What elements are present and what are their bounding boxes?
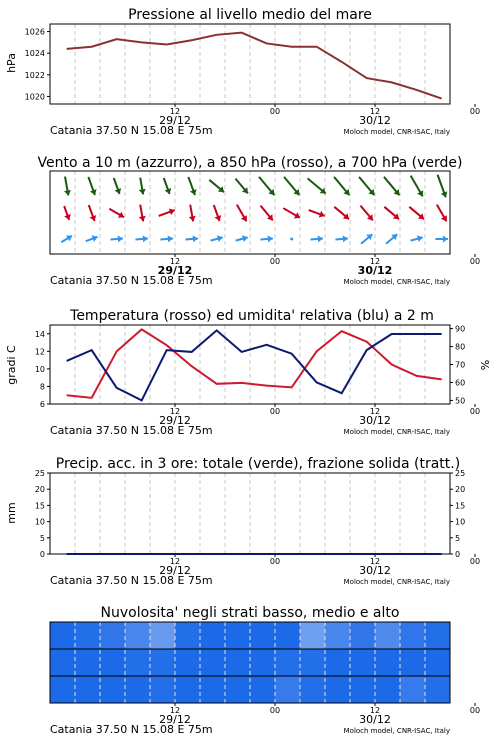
- temperature-title: Temperatura (rosso) ed umidita' relativa (blu) a 2 m: [70, 308, 434, 324]
- cloud-cell: [175, 622, 201, 649]
- wind-700-arrow: [359, 177, 374, 195]
- plot-frame: [50, 473, 450, 554]
- arrow-head: [193, 235, 198, 242]
- y-tick-label: 1026: [24, 27, 45, 37]
- date-label: 29/12: [157, 264, 193, 277]
- model-credit: Moloch model, CNR-ISAC, Italy: [343, 578, 450, 586]
- date-label: 29/12: [159, 414, 191, 427]
- cloud-cell: [325, 649, 351, 676]
- cloud-cell: [275, 649, 301, 676]
- wind-700-arrow: [114, 178, 121, 194]
- date-label: 30/12: [359, 414, 391, 427]
- cloud-cell: [400, 649, 426, 676]
- model-credit: Moloch model, CNR-ISAC, Italy: [343, 128, 450, 136]
- wind-10m-arrow: [61, 235, 72, 242]
- wind-10m-arrow: [86, 235, 98, 242]
- date-label: 30/12: [359, 713, 391, 726]
- wind-10m-arrow: [211, 235, 223, 242]
- cloud-cell: [75, 649, 101, 676]
- wind-10m-arrow: [110, 235, 122, 242]
- x-tick-label: 00: [469, 407, 481, 416]
- pressure-panel: [5, 7, 480, 137]
- x-tick-label: 12: [369, 706, 381, 715]
- wind-700-arrow: [209, 180, 224, 192]
- wind-700-arrow: [411, 176, 424, 197]
- y-tick-label: 5: [39, 533, 45, 543]
- cloud-cell: [125, 676, 151, 703]
- y-tick-label: 1020: [24, 92, 45, 102]
- cloud-cell: [375, 676, 401, 703]
- x-tick-label: 00: [469, 557, 481, 566]
- arrow-head: [143, 235, 148, 242]
- wind-700-arrow: [64, 177, 71, 196]
- y-right-tick-label: 80: [455, 342, 466, 352]
- temperature-ylabel: gradi C: [5, 345, 18, 385]
- x-tick-label: 12: [169, 407, 181, 416]
- x-tick-label: 00: [269, 257, 281, 266]
- y-tick-label: 25: [34, 469, 45, 478]
- y-right-tick-label: 15: [455, 501, 466, 511]
- wind-700-arrow: [259, 177, 274, 195]
- y-tick-label: 1024: [24, 49, 45, 59]
- temperature-line: [67, 329, 442, 397]
- wind-850-arrow: [334, 207, 349, 219]
- wind-700-arrow: [438, 175, 448, 198]
- temperature-panel: [5, 308, 492, 437]
- wind-10m-arrow: [290, 238, 293, 241]
- x-tick-label: 12: [369, 557, 381, 566]
- y-tick-label: 15: [34, 501, 45, 511]
- pressure-ylabel: hPa: [5, 53, 18, 73]
- arrow-head: [168, 235, 173, 242]
- x-tick-label: 12: [169, 557, 181, 566]
- wind-700-arrow: [284, 177, 299, 195]
- cloud-cell: [150, 649, 176, 676]
- location-label: Catania 37.50 N 15.08 E 75m: [50, 274, 213, 287]
- cloud-cell: [325, 622, 351, 649]
- cloud-cell: [275, 622, 301, 649]
- y-right-tick-label: 10: [455, 517, 466, 527]
- location-label: Catania 37.50 N 15.08 E 75m: [50, 424, 213, 437]
- date-label: 30/12: [357, 264, 393, 277]
- x-tick-label: 00: [469, 706, 481, 715]
- cloud-cell: [50, 676, 76, 703]
- wind-10m-arrow: [160, 235, 172, 242]
- cloud-cell: [150, 676, 176, 703]
- x-tick-label: 12: [169, 257, 181, 266]
- x-tick-label: 12: [169, 107, 181, 116]
- wind-850-arrow: [139, 205, 146, 222]
- x-tick-label: 00: [269, 557, 281, 566]
- wind-700-arrow: [235, 179, 247, 194]
- cloud-cell: [350, 649, 376, 676]
- cloud-title: Nuvolosita' negli strati basso, medio e alto: [100, 605, 400, 621]
- y-tick-label: 8: [39, 382, 45, 392]
- y-tick-label: 14: [34, 329, 45, 339]
- x-tick-label: 12: [369, 257, 381, 266]
- wind-700-arrow: [88, 177, 96, 195]
- cloud-cell: [200, 649, 226, 676]
- wind-panel: [37, 155, 480, 287]
- arrow-head: [118, 235, 123, 242]
- y-right-tick-label: 90: [455, 324, 466, 334]
- cloud-cell: [200, 676, 226, 703]
- wind-850-arrow: [159, 209, 175, 216]
- date-label: 29/12: [159, 114, 191, 127]
- humidity-ylabel: %: [479, 359, 492, 371]
- wind-850-arrow: [283, 208, 300, 218]
- cloud-cell: [175, 676, 201, 703]
- wind-850-arrow: [109, 209, 124, 218]
- cloud-cell: [250, 649, 276, 676]
- y-right-tick-label: 70: [455, 360, 466, 370]
- arrow-head: [443, 236, 448, 243]
- cloud-cell: [425, 622, 451, 649]
- x-tick-label: 00: [469, 257, 481, 266]
- wind-title: Vento a 10 m (azzurro), a 850 hPa (rosso), a 700 hPa (verde): [37, 155, 463, 171]
- cloud-cell: [100, 622, 126, 649]
- wind-700-arrow: [164, 178, 171, 194]
- cloud-cell: [125, 622, 151, 649]
- cloud-cell: [350, 622, 376, 649]
- model-credit: Moloch model, CNR-ISAC, Italy: [343, 428, 450, 436]
- y-tick-label: 6: [39, 400, 45, 409]
- model-credit: Moloch model, CNR-ISAC, Italy: [343, 727, 450, 735]
- cloud-cell: [150, 622, 176, 649]
- y-tick-label: 1022: [24, 70, 45, 80]
- wind-10m-arrow: [260, 235, 272, 242]
- date-label: 30/12: [359, 114, 391, 127]
- arrow-head: [343, 235, 348, 242]
- precipitation-panel: [5, 456, 480, 587]
- precipitation-title: Precip. acc. in 3 ore: totale (verde), frazione solida (tratt.): [55, 456, 461, 472]
- wind-850-arrow: [409, 207, 424, 219]
- y-right-tick-label: 5: [455, 533, 461, 543]
- cloud-cell: [350, 676, 376, 703]
- humidity-line: [67, 330, 442, 400]
- wind-850-arrow: [360, 206, 372, 221]
- wind-850-arrow: [237, 205, 247, 222]
- arrow-head: [268, 235, 273, 242]
- wind-700-arrow: [384, 177, 399, 195]
- arrow-head: [318, 235, 323, 242]
- x-tick-label: 12: [169, 706, 181, 715]
- wind-10m-arrow: [236, 235, 248, 242]
- pressure-title: Pressione al livello medio del mare: [128, 7, 372, 23]
- x-tick-label: 00: [469, 107, 481, 116]
- cloud-cell: [100, 649, 126, 676]
- cloud-cell: [250, 676, 276, 703]
- y-right-tick-label: 25: [455, 469, 466, 478]
- cloud-cell: [425, 649, 451, 676]
- wind-700-arrow: [308, 178, 326, 193]
- wind-10m-arrow: [411, 235, 423, 242]
- cloud-panel: [50, 605, 480, 736]
- precipitation-ylabel: mm: [5, 502, 18, 524]
- cloud-cell: [175, 649, 201, 676]
- cloud-cell: [375, 622, 401, 649]
- wind-850-arrow: [189, 205, 196, 222]
- cloud-cell: [225, 676, 251, 703]
- wind-10m-arrow: [386, 234, 397, 243]
- x-tick-label: 00: [269, 407, 281, 416]
- date-label: 29/12: [159, 713, 191, 726]
- wind-850-arrow: [309, 210, 325, 217]
- cloud-cell: [275, 676, 301, 703]
- cloud-cell: [300, 649, 326, 676]
- y-right-tick-label: 60: [455, 378, 466, 388]
- wind-700-arrow: [139, 178, 146, 195]
- cloud-cell: [225, 649, 251, 676]
- wind-10m-arrow: [361, 234, 372, 243]
- x-tick-label: 00: [269, 107, 281, 116]
- cloud-cell: [400, 676, 426, 703]
- y-tick-label: 10: [34, 517, 45, 527]
- x-tick-label: 00: [269, 706, 281, 715]
- wind-850-arrow: [214, 205, 221, 221]
- cloud-cell: [325, 676, 351, 703]
- cloud-cell: [100, 676, 126, 703]
- wind-850-arrow: [260, 206, 272, 221]
- wind-700-arrow: [334, 177, 349, 195]
- y-right-tick-label: 50: [455, 396, 466, 406]
- y-tick-label: 0: [39, 550, 45, 559]
- wind-850-arrow: [437, 205, 447, 222]
- x-tick-label: 12: [369, 107, 381, 116]
- cloud-cell: [300, 676, 326, 703]
- x-tick-label: 12: [369, 407, 381, 416]
- y-tick-label: 10: [34, 364, 45, 374]
- wind-10m-arrow: [310, 235, 322, 242]
- location-label: Catania 37.50 N 15.08 E 75m: [50, 574, 213, 587]
- cloud-cell: [75, 676, 101, 703]
- location-label: Catania 37.50 N 15.08 E 75m: [50, 124, 213, 137]
- cloud-cell: [400, 622, 426, 649]
- wind-10m-arrow: [335, 235, 347, 242]
- wind-10m-arrow: [135, 235, 147, 242]
- model-credit: Moloch model, CNR-ISAC, Italy: [343, 278, 450, 286]
- wind-10m-arrow: [435, 236, 448, 243]
- y-tick-label: 20: [34, 485, 45, 495]
- wind-850-arrow: [384, 207, 399, 219]
- cloud-cell: [50, 622, 76, 649]
- wind-850-arrow: [89, 205, 96, 221]
- cloud-cell: [75, 622, 101, 649]
- wind-700-arrow: [188, 177, 196, 195]
- date-label: 30/12: [359, 564, 391, 577]
- pressure-line: [67, 33, 442, 99]
- wind-10m-arrow: [185, 235, 197, 242]
- cloud-cell: [200, 622, 226, 649]
- cloud-cell: [300, 622, 326, 649]
- cloud-cell: [375, 649, 401, 676]
- cloud-cell: [125, 649, 151, 676]
- cloud-cell: [225, 622, 251, 649]
- y-right-tick-label: 0: [455, 550, 461, 559]
- date-label: 29/12: [159, 564, 191, 577]
- y-right-tick-label: 20: [455, 485, 466, 495]
- cloud-cell: [250, 622, 276, 649]
- cloud-cell: [425, 676, 451, 703]
- location-label: Catania 37.50 N 15.08 E 75m: [50, 723, 213, 736]
- cloud-cell: [50, 649, 76, 676]
- wind-850-arrow: [64, 206, 71, 220]
- y-tick-label: 12: [34, 347, 45, 357]
